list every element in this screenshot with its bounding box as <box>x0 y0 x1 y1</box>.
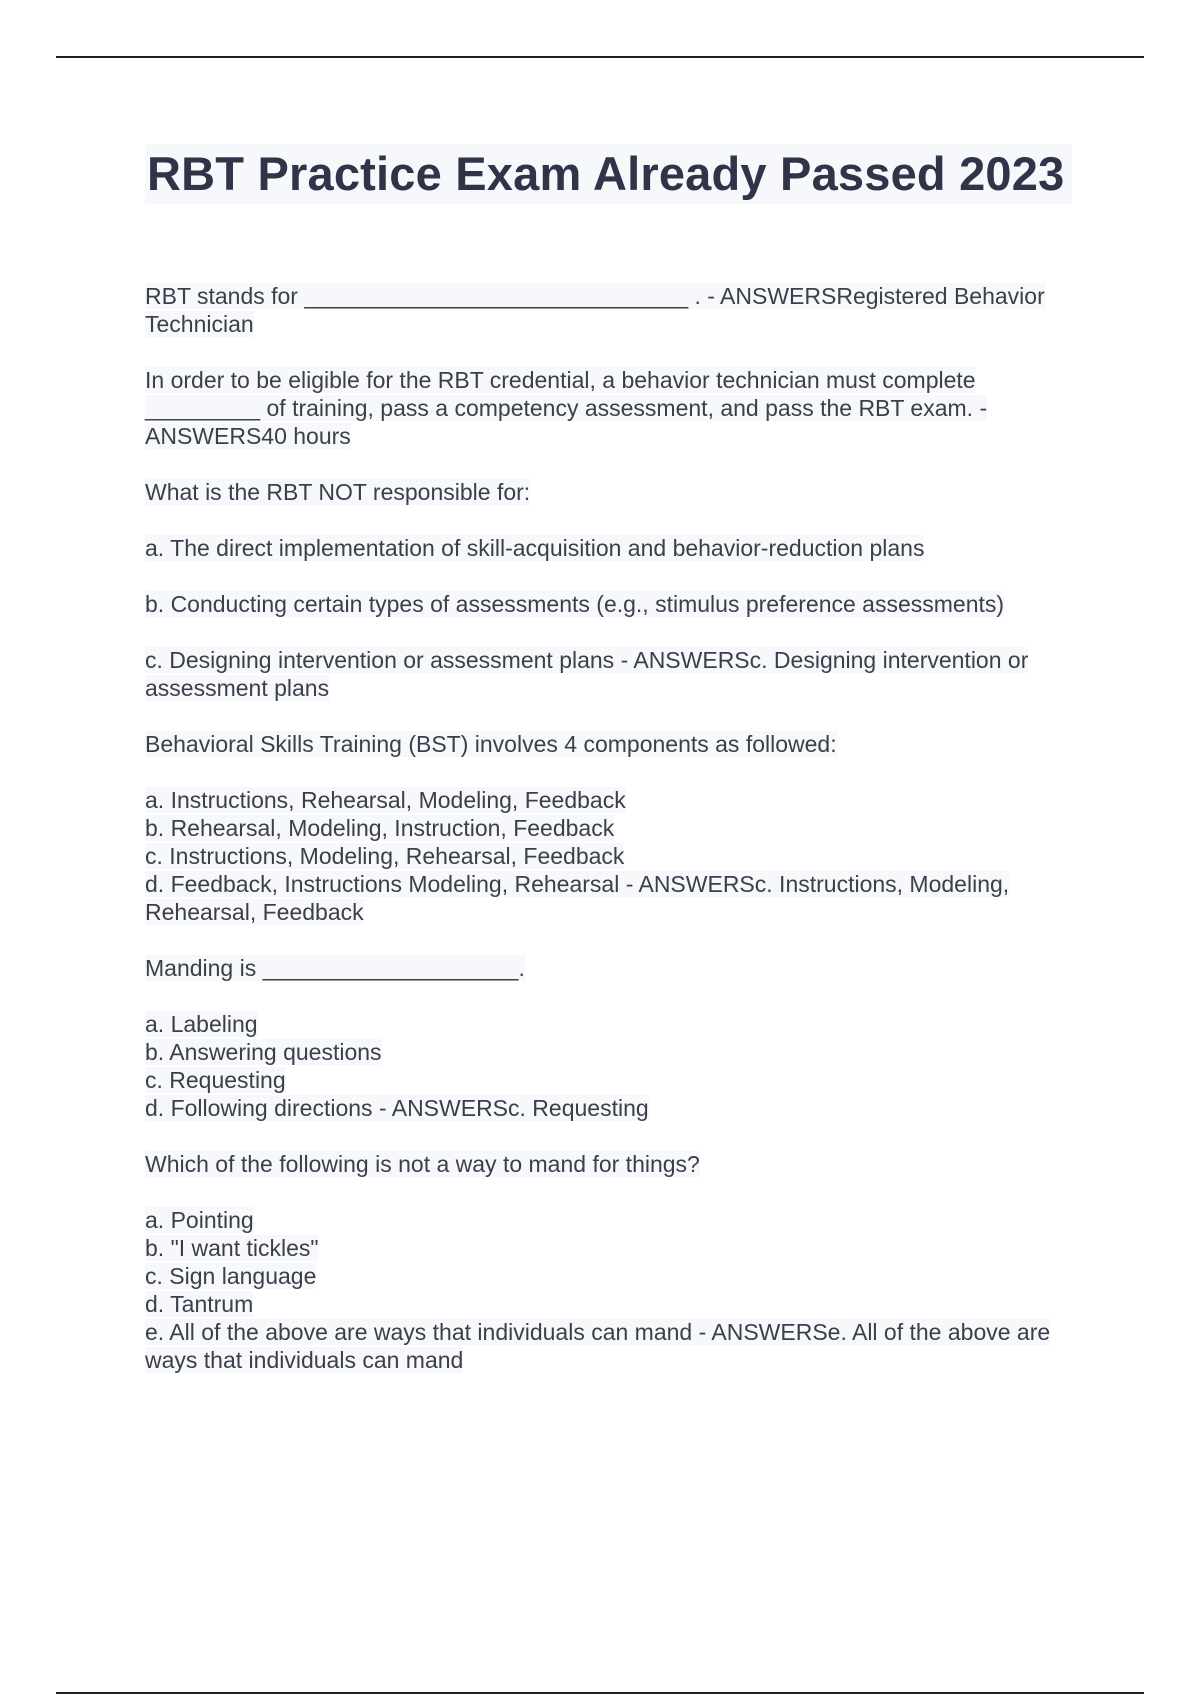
list-item: d. Following directions - ANSWERSc. Requesting <box>145 1095 649 1121</box>
option-a: a. The direct implementation of skill-acquisition and behavior-reduction plans <box>145 535 925 561</box>
list-item: b. Answering questions <box>145 1039 382 1065</box>
bottom-rule <box>56 1692 1144 1694</box>
document-body <box>145 282 1075 1402</box>
bst-options <box>145 786 1075 926</box>
manding-options <box>145 1010 1075 1122</box>
list-item: a. Pointing <box>145 1207 254 1233</box>
list-item: a. Labeling <box>145 1011 258 1037</box>
list-item: c. Requesting <box>145 1067 286 1093</box>
mand-ways-options <box>145 1206 1075 1374</box>
question-eligibility: In order to be eligible for the RBT credential, a behavior technician must complete _________ of training, pass a competency assessment, and pass the RBT exam. - ANSWERS40 hours <box>145 367 988 449</box>
list-item: d. Tantrum <box>145 1291 254 1317</box>
list-item: e. All of the above are ways that individuals can mand - ANSWERSe. All of the above are ways that individuals can mand <box>145 1319 1051 1373</box>
question-not-responsible: What is the RBT NOT responsible for: <box>145 479 531 505</box>
question-bst: Behavioral Skills Training (BST) involves 4 components as followed: <box>145 731 837 757</box>
list-item: c. Sign language <box>145 1263 317 1289</box>
question-mand-ways: Which of the following is not a way to mand for things? <box>145 1151 700 1177</box>
list-item: c. Instructions, Modeling, Rehearsal, Feedback <box>145 843 625 869</box>
list-item: d. Feedback, Instructions Modeling, Rehearsal - ANSWERSc. Instructions, Modeling, Rehearsal, Feedback <box>145 871 1010 925</box>
question-manding: Manding is ____________________. <box>145 955 525 981</box>
option-b: b. Conducting certain types of assessments (e.g., stimulus preference assessments) <box>145 591 1005 617</box>
option-c-answer: c. Designing intervention or assessment plans - ANSWERSc. Designing intervention or assessment plans <box>145 647 1029 701</box>
list-item: b. "I want tickles" <box>145 1235 319 1261</box>
question-rbt-definition: RBT stands for ______________________________ . - ANSWERSRegistered Behavior Technician <box>145 283 1045 337</box>
page-title: RBT Practice Exam Already Passed 2023 <box>145 144 1072 204</box>
list-item: a. Instructions, Rehearsal, Modeling, Feedback <box>145 787 626 813</box>
list-item: b. Rehearsal, Modeling, Instruction, Feedback <box>145 815 615 841</box>
top-rule <box>56 56 1144 58</box>
